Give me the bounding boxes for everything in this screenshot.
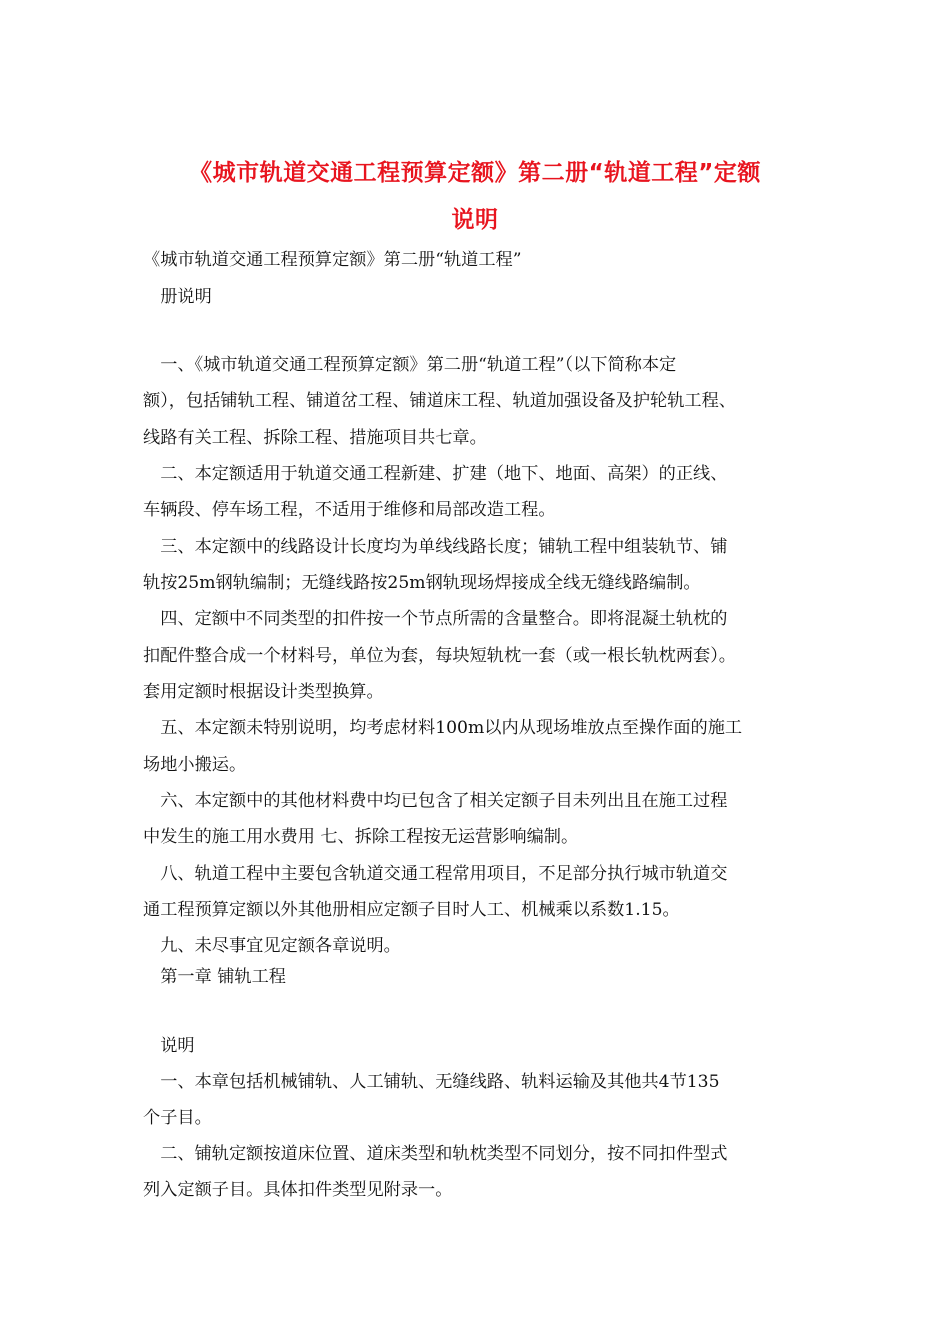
paragraph-line: 九、未尽事宜见定额各章说明。 bbox=[143, 936, 401, 956]
document-title-line-2: 说明 bbox=[451, 207, 499, 233]
paragraph-line: 轨按25m钢轨编制；无缝线路按25m钢轨现场焊接成全线无缝线路编制。 bbox=[143, 573, 701, 593]
paragraph-line: 套用定额时根据设计类型换算。 bbox=[143, 682, 384, 702]
paragraph-line: 二、铺轨定额按道床位置、道床类型和轨枕类型不同划分，按不同扣件型式 bbox=[143, 1144, 728, 1164]
section-heading: 册说明 bbox=[143, 287, 212, 307]
paragraph-line: 线路有关工程、拆除工程、措施项目共七章。 bbox=[143, 428, 487, 448]
chapter-note-heading: 说明 bbox=[143, 1036, 195, 1056]
paragraph-line: 列入定额子目。具体扣件类型见附录一。 bbox=[143, 1180, 453, 1200]
paragraph-line: 一、本章包括机械铺轨、人工铺轨、无缝线路、轨料运输及其他共4节135 bbox=[143, 1072, 720, 1092]
chapter-heading: 第一章 铺轨工程 bbox=[143, 967, 286, 987]
paragraph-line: 车辆段、停车场工程，不适用于维修和局部改造工程。 bbox=[143, 500, 556, 520]
paragraph-line: 五、本定额未特别说明，均考虑材料100m以内从现场堆放点至操作面的施工 bbox=[143, 718, 743, 738]
paragraph-line: 额），包括铺轨工程、铺道岔工程、铺道床工程、轨道加强设备及护轮轨工程、 bbox=[143, 391, 736, 411]
document-title-line-1: 《城市轨道交通工程预算定额》第二册“轨道工程”定额 bbox=[189, 160, 761, 186]
paragraph-line: 场地小搬运。 bbox=[143, 755, 247, 775]
paragraph-line: 扣配件整合成一个材料号，单位为套，每块短轨枕一套（或一根长轨枕两套）。 bbox=[143, 646, 736, 666]
paragraph-line: 通工程预算定额以外其他册相应定额子目时人工、机械乘以系数1.15。 bbox=[143, 900, 680, 920]
paragraph-line: 三、本定额中的线路设计长度均为单线线路长度；铺轨工程中组装轨节、铺 bbox=[143, 537, 728, 557]
paragraph-line: 二、本定额适用于轨道交通工程新建、扩建（地下、地面、高架）的正线、 bbox=[143, 464, 728, 484]
paragraph-line: 个子目。 bbox=[143, 1108, 212, 1128]
paragraph-line: 四、定额中不同类型的扣件按一个节点所需的含量整合。即将混凝土轨枕的 bbox=[143, 609, 728, 629]
subtitle-line: 《城市轨道交通工程预算定额》第二册“轨道工程” bbox=[143, 250, 522, 270]
paragraph-line: 八、轨道工程中主要包含轨道交通工程常用项目，不足部分执行城市轨道交 bbox=[143, 864, 728, 884]
paragraph-line: 中发生的施工用水费用 七、拆除工程按无运营影响编制。 bbox=[143, 827, 579, 847]
paragraph-line: 一、《城市轨道交通工程预算定额》第二册“轨道工程”（以下简称本定 bbox=[143, 355, 677, 375]
paragraph-line: 六、本定额中的其他材料费中均已包含了相关定额子目未列出且在施工过程 bbox=[143, 791, 728, 811]
